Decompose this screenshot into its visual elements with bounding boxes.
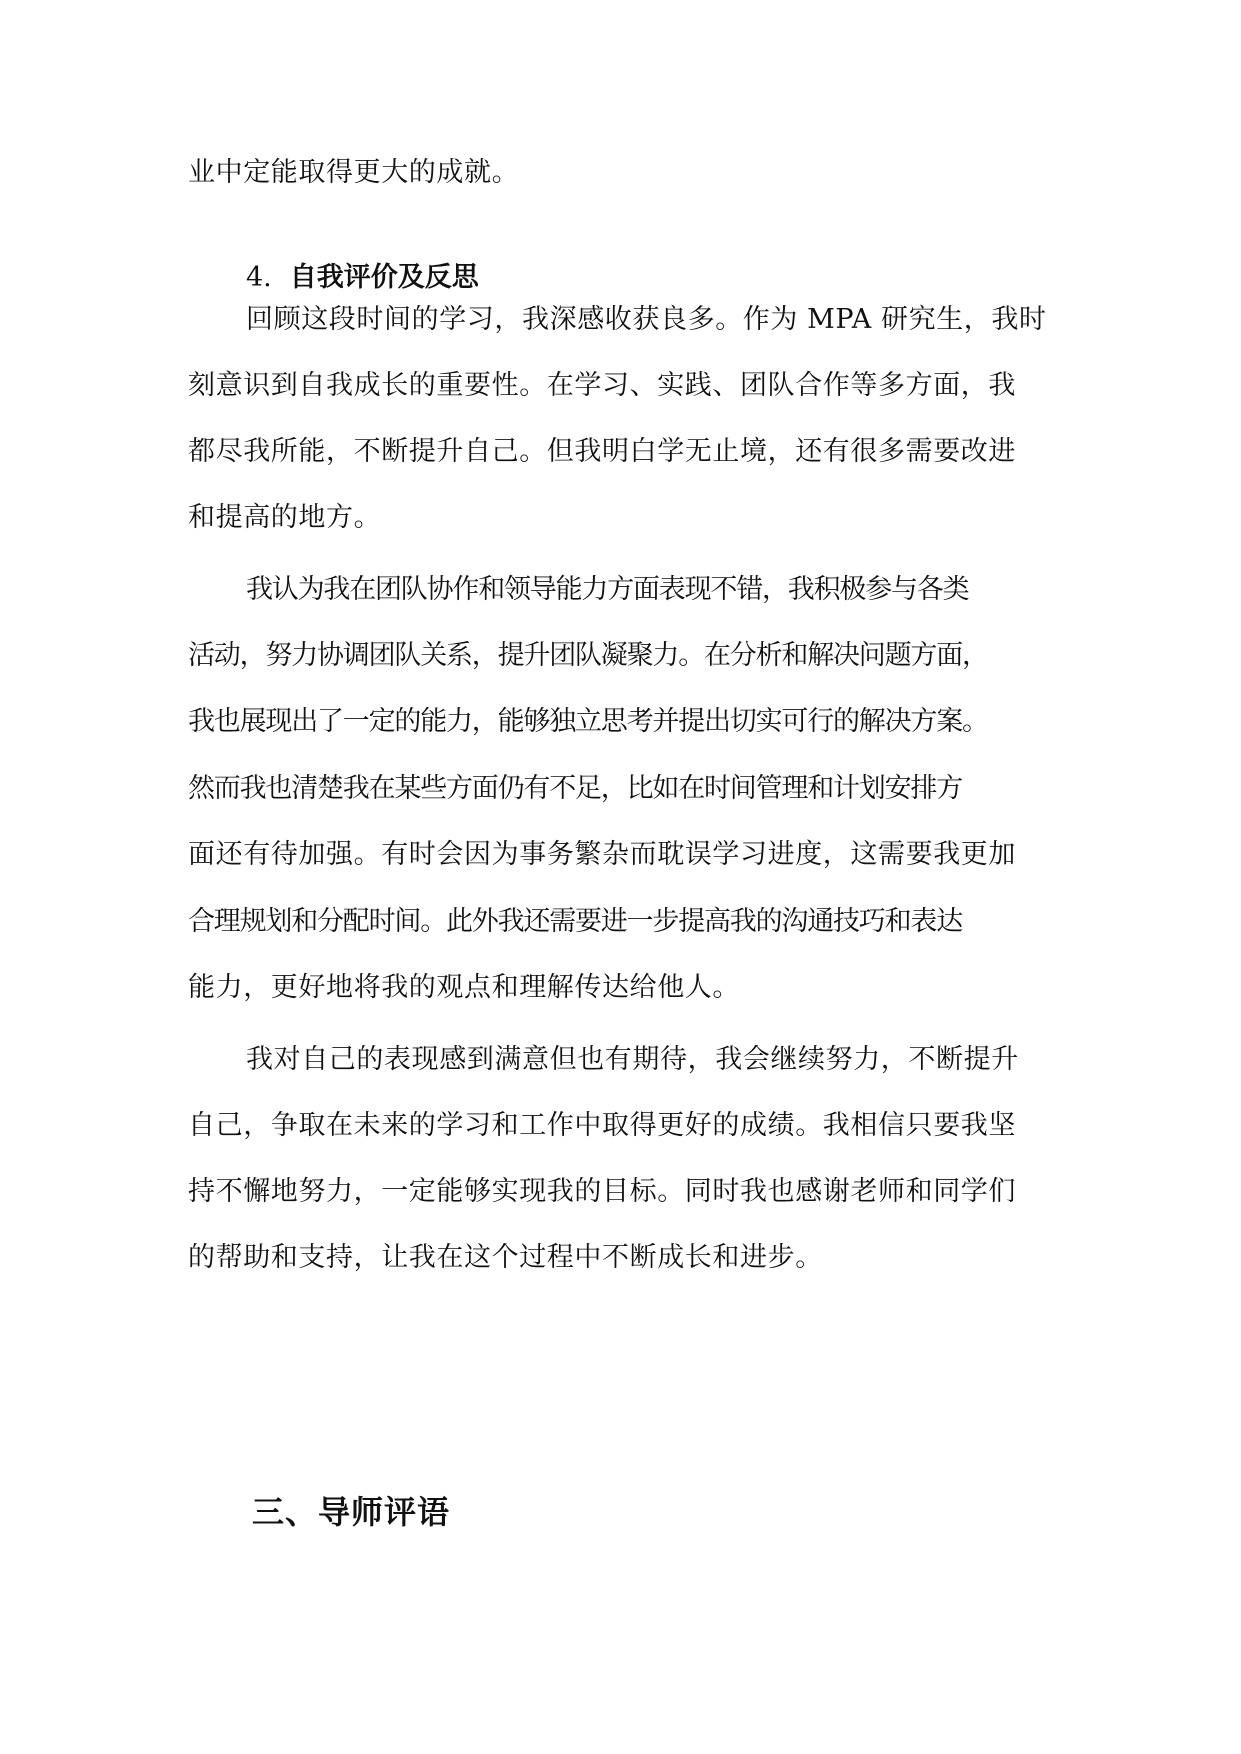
section-4-title: 自我评价及反思 <box>289 262 479 293</box>
section-4-number: 4. <box>246 262 272 293</box>
paragraph-2-line-4: 然而我也清楚我在某些方面仍有不足，比如在时间管理和计划安排方 <box>188 773 962 804</box>
paragraph-3-line-4: 的帮助和支持，让我在这个过程中不断成长和进步。 <box>188 1242 823 1273</box>
paragraph-3-line-2: 自己，争取在未来的学习和工作中取得更好的成绩。我相信只要我坚 <box>188 1110 1016 1141</box>
paragraph-2-line-3: 我也展现出了一定的能力，能够独立思考并提出切实可行的解决方案。 <box>188 706 988 737</box>
paragraph-1-line-3: 都尽我所能，不断提升自己。但我明白学无止境，还有很多需要改进 <box>188 436 1016 467</box>
paragraph-2-line-7: 能力，更好地将我的观点和理解传达给他人。 <box>188 972 740 1003</box>
intro-tail-line: 业中定能取得更大的成就。 <box>188 157 520 188</box>
paragraph-1-line-4: 和提高的地方。 <box>188 502 382 533</box>
paragraph-2-line-5: 面还有待加强。有时会因为事务繁杂而耽误学习进度，这需要我更加 <box>188 839 1016 870</box>
paragraph-2-line-1: 我认为我在团队协作和领导能力方面表现不错，我积极参与各类 <box>246 574 969 605</box>
paragraph-3-line-3: 持不懈地努力，一定能够实现我的目标。同时我也感谢老师和同学们 <box>188 1176 1016 1207</box>
paragraph-2-line-6: 合理规划和分配时间。此外我还需要进一步提高我的沟通技巧和表达 <box>188 906 962 937</box>
paragraph-3-line-1: 我对自己的表现感到满意但也有期待，我会继续努力，不断提升 <box>246 1044 1019 1075</box>
paragraph-1-line-1: 回顾这段时间的学习，我深感收获良多。作为 MPA 研究生，我时 <box>246 304 1047 335</box>
paragraph-1-line-2: 刻意识到自我成长的重要性。在学习、实践、团队合作等多方面，我 <box>188 370 1016 401</box>
section-4-heading <box>246 260 479 296</box>
section-3-heading: 三、导师评语 <box>252 1493 451 1531</box>
paragraph-2-line-2: 活动，努力协调团队关系，提升团队凝聚力。在分析和解决问题方面， <box>188 640 988 671</box>
